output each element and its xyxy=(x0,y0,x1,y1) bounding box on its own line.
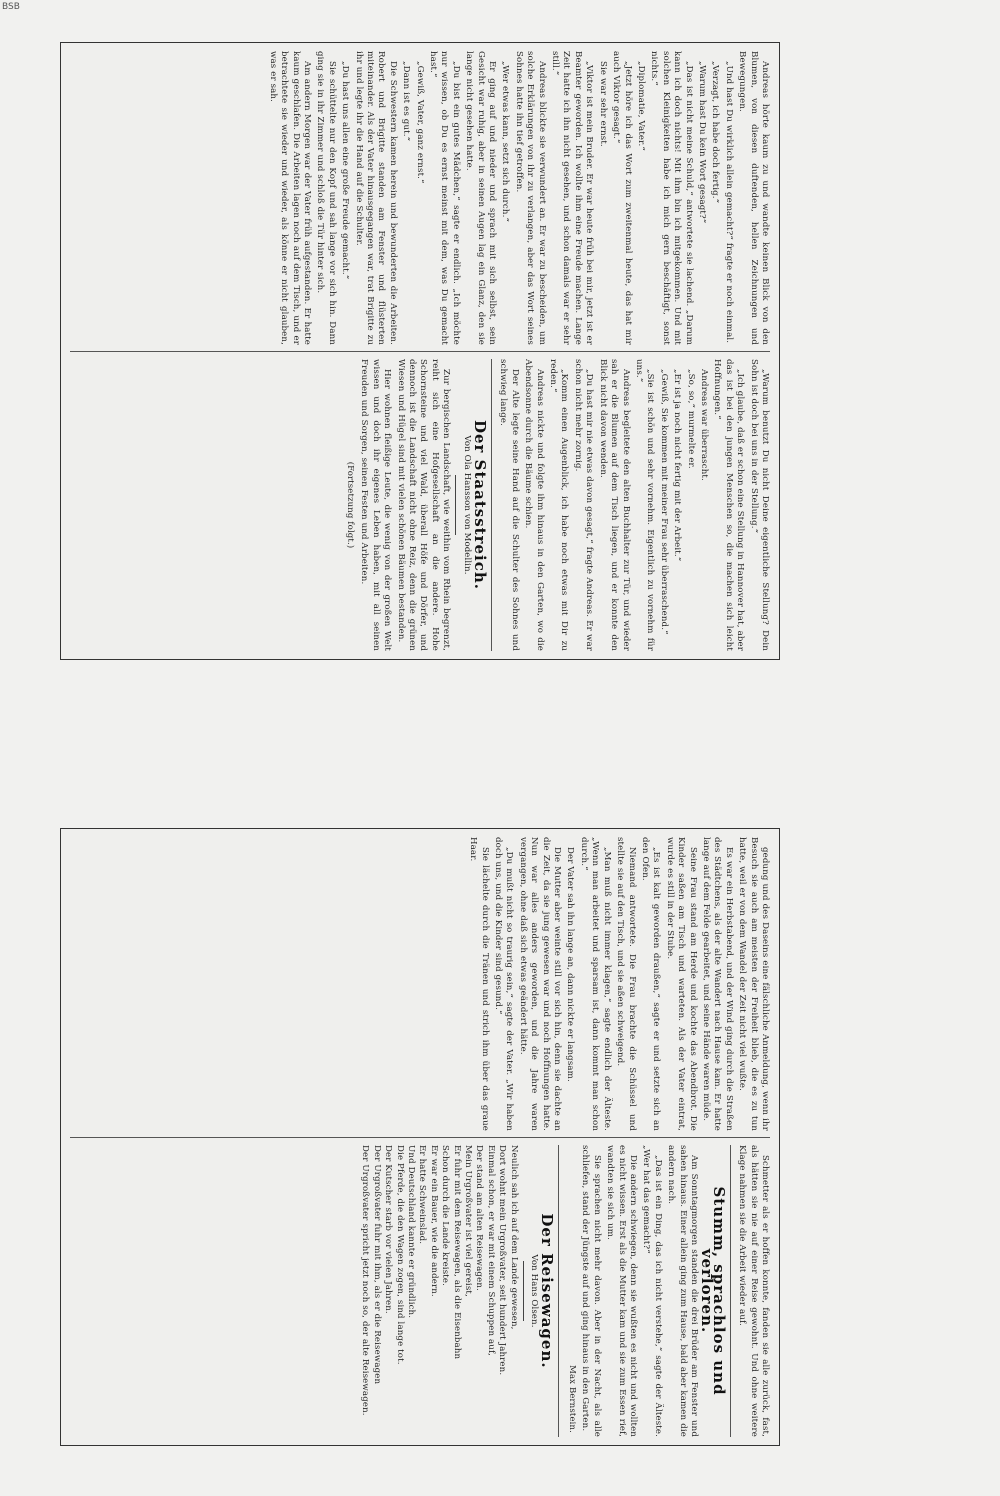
article-paragraph: Schmetter als er hoffen konnte, fanden sie alle zurück, fast, als hätten sie nie auf einer Reise gewohnt. Und ohne weitere Klage nahmen sie die Arbeit wieder auf. xyxy=(737,1145,770,1437)
poem-line: Neulich sah ich auf dem Lande gewesen, xyxy=(508,1145,519,1330)
poem-line: Der Kutscher starb vor vielen Jahren. xyxy=(383,1145,394,1314)
story-signature: Max Bernstein. xyxy=(566,1365,577,1433)
story-paragraph: Sie sprachen nicht mehr davon. Aber in der Nacht, als alle schliefen, stand der Jüngste auf und ging hinaus in den Garten. xyxy=(580,1145,602,1437)
title-rule xyxy=(523,1261,524,1321)
article-paragraph: Andreas begleitete den alten Buchhalter zur Tür, und wieder sah er die Blumen auf dem Tisch liegen, und er konnte den Blick nicht davon wenden. xyxy=(597,359,631,651)
article-paragraph: Er ging auf und nieder und sprach mit sich selbst, sein Gesicht war ruhig, aber in seinen Augen lag ein Glanz, den sie lange nicht gesehen hatte. xyxy=(464,51,498,345)
article-paragraph: „Komm einen Augenblick, ich habe noch etwas mit Dir zu reden.“ xyxy=(548,359,570,651)
article-paragraph: „Es ist kalt geworden draußen,“ sagte er und setzte sich an den Ofen. xyxy=(639,837,662,1131)
poem-line: Und Deutschland kannte er gründlich. xyxy=(406,1145,417,1319)
article-paragraph: Sie schüttelte nur den Kopf und sah lange vor sich hin. Dann ging sie in ihr Zimmer und schloß die Tür hinter sich. xyxy=(315,51,337,345)
article-paragraph: „Jetzt höre ich das Wort zum zweitenmal heute, das hat mir auch Viktor gesagt.“ xyxy=(611,51,633,345)
article-paragraph: Sie war sehr ernst. xyxy=(597,61,608,147)
article-paragraph: Andreas blickte sie verwundert an. Er war zu bescheiden, um solche Erklärungen von ihr zu verlangen, aber das Wort seines Sohnes hatte ihn tief getroffen. xyxy=(513,51,547,345)
article-paragraph: „Ich glaube, daß er schon eine Stellung in Hannover hat, aber das ist bei den jungen Menschen so, die machen sich leicht Hoffnungen.“ xyxy=(712,359,746,651)
section-divider xyxy=(559,1145,560,1437)
poem-line: Er war ein Bauer, wie die andern. xyxy=(428,1145,439,1297)
title-rule xyxy=(455,475,456,535)
article-paragraph: „Wer etwas kann, setzt sich durch.“ xyxy=(500,61,511,222)
article-paragraph: „Gewiß, Sie kommen mit meiner Frau sehr überraschend.“ xyxy=(658,369,669,635)
article-paragraph: Der Alte legte seine Hand auf die Schulter des Sohnes und schwieg lange. xyxy=(498,359,520,651)
column-divider xyxy=(70,1137,770,1138)
top-left-column xyxy=(70,51,770,345)
article-paragraph: „Du bist ein gutes Mädchen,“ sagte er endlich. „Ich möchte nur wissen, ob Du es ernst meinst mit dem, was Du gemacht hast.“ xyxy=(428,51,461,345)
article-paragraph: gedung und des Daseins eine fälschliche Anmeldung, wenn ihr Besuch sie auch am meisten der Freiheit blieb, die es zu tun hatte, weil er von dem Wandel der Zeit nicht viel wußte. xyxy=(737,837,770,1131)
article-paragraph: Am andern Morgen war der Vater früh aufgestanden. Er hatte kaum geschlafen. Die Arbeiten lagen noch auf dem Tisch, und er betrachtete sie wieder und wieder, als könne er nicht glauben, was er sah. xyxy=(267,51,312,345)
article-paragraph: Sie lächelte durch die Tränen und strich ihm über das graue Haar. xyxy=(468,837,490,1131)
article-paragraph: „Verzagt, ich habe doch fertig.“ xyxy=(710,61,721,204)
top-page-rotated-content xyxy=(64,45,776,657)
article-paragraph: Die Schwestern kamen herein und bewunderten die Arbeiten. Robert und Brigitte standen am Fenster und flüsterten miteinander. Als der Vater hinausgegangen war, trat Brigitte zu ihr und legte ihr die Hand auf die Schulter. xyxy=(353,51,398,345)
article-paragraph: Seine Frau stand am Herde und kochte das Abendbrot. Die Kinder saßen am Tisch und warteten. Als der Vater eintrat, wurde es still in der Stube. xyxy=(664,837,698,1131)
article-paragraph: „Warum hast Du kein Wort gesagt?“ xyxy=(696,61,707,224)
feuilleton-byline: Von Ola Hansson von Modellin. xyxy=(461,435,472,575)
poem-line: Der Urgroßvater spricht jetzt noch so, der alte Reisewagen. xyxy=(360,1145,371,1416)
article-paragraph: „So, so,“ murmelte er. xyxy=(685,369,696,469)
poem-line: Mein Urgroßvater ist viel gereist, xyxy=(463,1145,474,1297)
article-paragraph: „Du hast mir nie etwas davon gesagt,“ fragte Andreas. Er war schon nicht mehr zornig. xyxy=(572,359,595,651)
story-paragraph: Am Sonntagmorgen standen die drei Brüder am Fenster und sahen hinaus. Einer allein ging zum Hause, bald aber kamen die andern nach. xyxy=(666,1145,699,1437)
poem-line: Schon durch die Lande kreiste. xyxy=(440,1145,451,1286)
feuilleton-paragraph: Zur bergischen Landschaft, wie weithin vom Rhein begrenzt, reiht sich eine Hofgesellschaft an die andere. Hohe Schornsteine und viel Wald, überall Höfe und Dörfer, und dennoch ist die Landschaft nicht ohne Reiz, denn die grünen Wiesen und Hügel sind mit vielen schönen Bäumen bestanden. xyxy=(395,359,452,651)
article-paragraph: „Und hast Du wirklich allein gemacht?“ fragte er noch einmal. xyxy=(723,61,734,344)
article-paragraph: Der Vater sah ihn lange an, dann nickte er langsam. xyxy=(565,847,576,1082)
top-right-column xyxy=(70,359,770,651)
poem-byline: Von Hans Olsen. xyxy=(529,1254,540,1328)
article-paragraph: Andreas nickte und folgte ihm hinaus in den Garten, wo die Abendsonne durch die Bäume schien. xyxy=(523,359,545,651)
bottom-left-column xyxy=(70,837,770,1131)
story-paragraph: „Das ist ein Ding, das ich nicht verstehe,“ sagte der Älteste. „Wer hat das gemacht?“ xyxy=(641,1145,663,1437)
article-paragraph: Niemand antwortete. Die Frau brachte die Schüssel und stellte sie auf den Tisch, und sie aßen schweigend. xyxy=(615,837,637,1131)
article-paragraph: „Er ist ja noch nicht fertig mit der Arbeit.“ xyxy=(672,369,683,562)
article-paragraph: Es war ein Herbstabend, und der Wind ging durch die Straßen des Städtchens, als der alte Wandert nach Hause kam. Er hatte lange auf dem Felde gearbeitet, und seine Hände waren müde. xyxy=(700,837,734,1131)
poem-title: Der Reisewagen. xyxy=(538,1213,557,1369)
poem-line: Die Pferde, die den Wagen zogen, sind lange tot. xyxy=(394,1145,405,1365)
article-paragraph: „Du hast uns allen eine große Freude gemacht.“ xyxy=(340,61,351,280)
section-divider xyxy=(491,359,492,651)
section-divider xyxy=(730,1145,731,1437)
poem-line: Der stand am alten Reisewagen. xyxy=(474,1145,485,1291)
column-divider xyxy=(70,351,770,352)
article-paragraph: „Warum benutzt Du nicht Deine eigentliche Stellung? Dein Sohn ist doch bei uns in der Stellung.“ xyxy=(748,359,770,651)
article-paragraph: „Man muß nicht immer klagen,“ sagte endlich der Älteste. „Wenn man arbeitet und sparsam ist, dann kommt man schon durch.“ xyxy=(578,837,612,1131)
poem-line: Einmal schon, er war mit einem Schuppen auf, xyxy=(485,1145,496,1356)
article-paragraph: „Viktor ist mein Bruder. Er war heute früh bei mir, jetzt ist er Beamter geworden. Ich wollte ihm eine Freude machen. Lange Zeit hatte ich ihn nicht gesehen, und schon damals war er sehr still.“ xyxy=(550,51,595,345)
story-title: Stumm, sprachlos und verloren. xyxy=(698,1186,728,1396)
article-paragraph: Andreas hörte kaum zu und wandte keinen Blick von den Blumen, von diesen duftenden, hellen Zeichnungen und Bewegungen. xyxy=(737,51,770,345)
article-paragraph: „Du mußt nicht so traurig sein,“ sagte der Vater. „Wir haben doch uns, und die Kinder sind gesund.“ xyxy=(493,837,515,1131)
article-paragraph: „Gewiß, Vater, ganz ernst.“ xyxy=(414,61,425,184)
feuilleton-title: Der Staatsstreich. xyxy=(471,419,490,591)
article-paragraph: „Das ist nicht meine Schuld,“ antwortete sie lachend. „Darum kann ich doch nichts! Mit ihm bin ich mitgekommen. Und mit solchen Kleinigkeiten habe ich mich gern beschäftigt, sonst nichts.“ xyxy=(649,51,694,345)
bottom-right-column xyxy=(70,1145,770,1437)
bottom-page-panel xyxy=(60,828,780,1446)
continuation-note: (Fortsetzung folgt.) xyxy=(345,461,355,549)
poem-line: Der Urgroßvater fuhr mit ihm, als er die Reisewagen xyxy=(371,1145,382,1385)
story-paragraph: Die andern schwiegen, denn sie wußten es nicht und wollten es nicht wissen. Erst als die Mutter kam und sie zum Essen rief, wandten sie sich um. xyxy=(605,1145,638,1437)
article-paragraph: Die Mutter aber weinte still vor sich hin, denn sie dachte an die Zeit, da sie jung gewesen war und noch Hoffnungen hatte. Nun war alles anders geworden, und die Jahre waren vergangen, ohne daß sich etwas geändert hätte. xyxy=(517,837,563,1131)
library-watermark: BSB xyxy=(2,2,20,12)
poem-line: Dort wohnt mein Urgroßvater, seit hundert Jahren. xyxy=(497,1145,508,1376)
article-paragraph: „Dann ist es gut.“ xyxy=(401,61,412,142)
article-paragraph: „Sie ist schön und sehr vornehm. Eigentlich zu vornehm für uns.“ xyxy=(633,359,656,651)
poem-line: Er fuhr mit dem Reisewagen, als die Eisenbahn xyxy=(451,1145,462,1360)
top-page-panel xyxy=(60,42,780,660)
feuilleton-paragraph: Hier wohnen fleißige Leute, die wenig von der großen Welt wissen und doch ihr eigenes Leben haben, mit all seinen Freuden und Sorgen, seinen Festen und Arbeiten. xyxy=(359,359,393,651)
article-paragraph: Andreas war überrascht. xyxy=(698,369,709,481)
poem-line: Er hatte Schweinslad. xyxy=(417,1145,428,1245)
bottom-page-rotated-content xyxy=(64,831,776,1443)
article-paragraph: „Diplomatie, Vater.“ xyxy=(635,61,646,151)
